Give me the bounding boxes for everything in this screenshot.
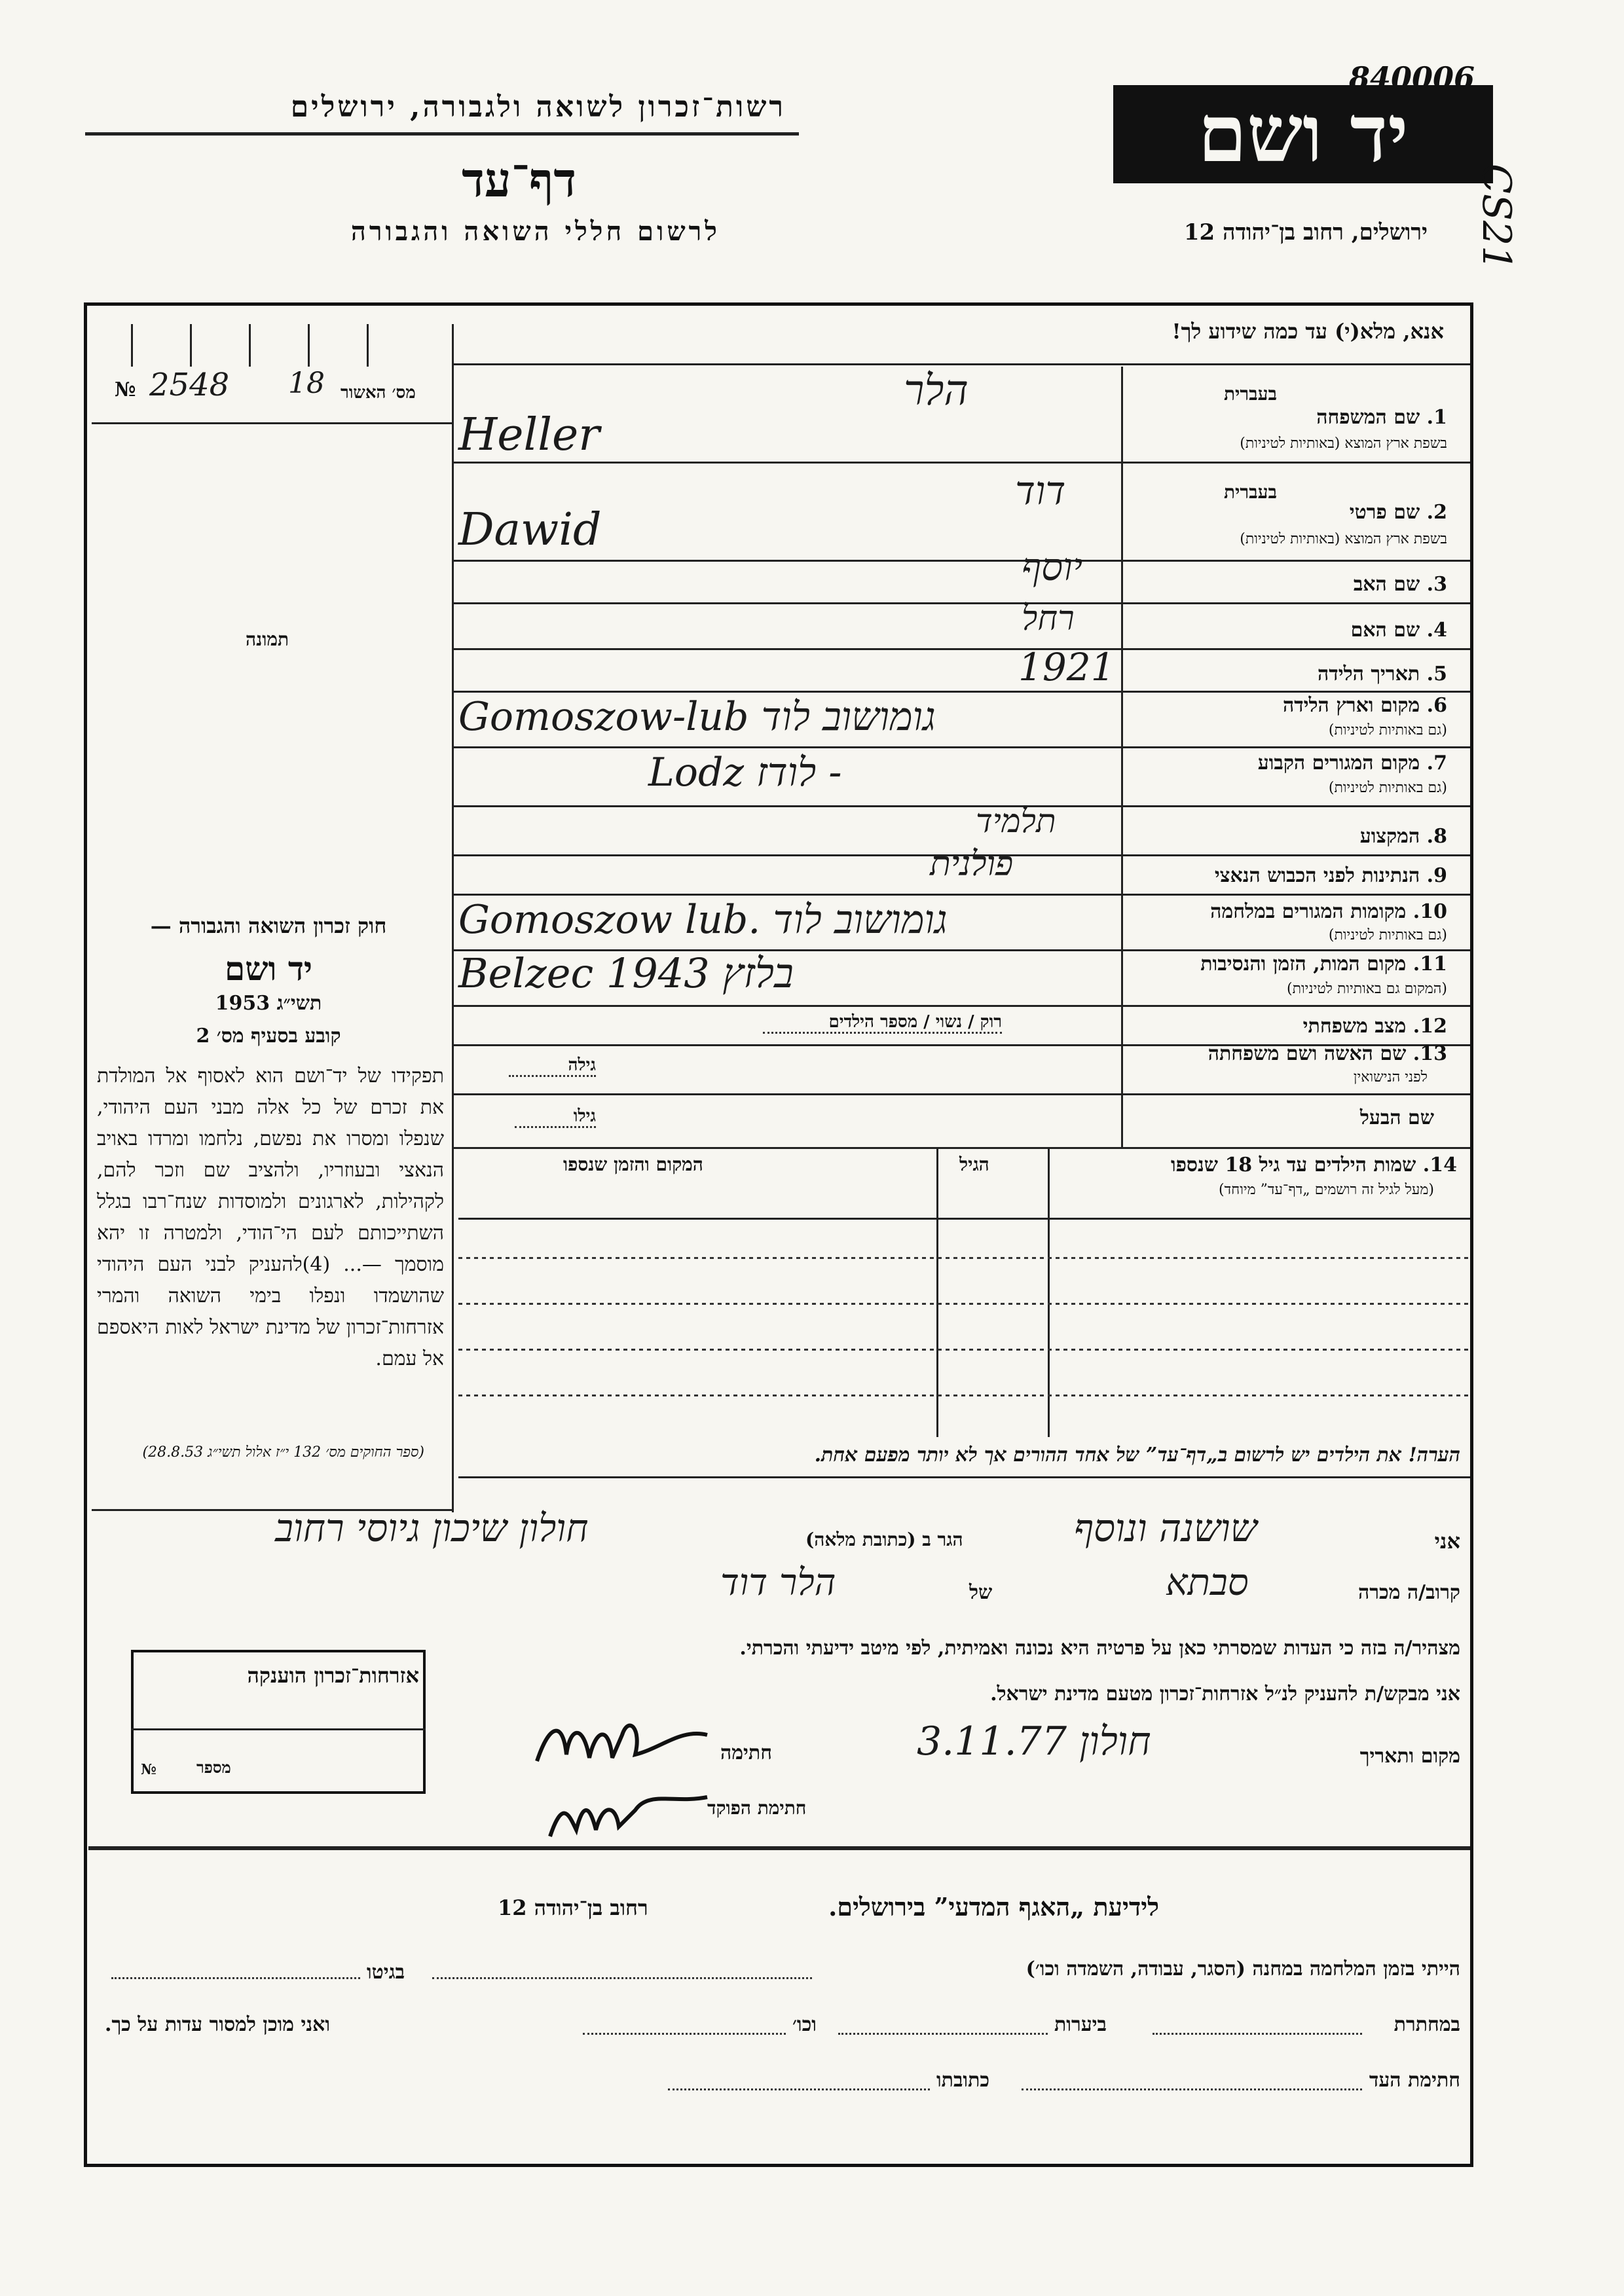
underground-label: במחתרת	[1393, 2013, 1460, 2036]
approval-suffix: 18	[288, 367, 325, 400]
field-13-age-label: גילה	[509, 1055, 596, 1077]
field-12-value: רוק / נשוי / מספר הילדים	[763, 1012, 1002, 1034]
declarant-label: אני	[1434, 1529, 1460, 1554]
children-note: הערה! את הילדים יש לרשום ב„דף־עד” של אחד ההורים אך לא יותר מפעם אחת.	[814, 1444, 1460, 1467]
field-7-num: 7.	[1426, 752, 1447, 774]
field-10-label: מקומות המגורים במלחמה	[1210, 900, 1407, 923]
citizenship-number-label: מספר	[196, 1758, 231, 1777]
field-6-sub: (גם באותיות לטיניות)	[1328, 722, 1447, 738]
field-13-num: 13.	[1412, 1042, 1447, 1065]
field-2-value-he: דוד	[1015, 468, 1066, 514]
field-2-hebrew-tag: בעברית	[1223, 481, 1277, 503]
field-11-sub: (המקום גם באותיות לטיניות)	[1287, 981, 1447, 997]
field-7-value: Lodz לודז -	[648, 750, 842, 795]
of-value: הלר דוד	[720, 1561, 836, 1604]
children-place-header: המקום והזמן שנספו	[563, 1154, 703, 1175]
field-7-sub: (גם באותיות לטיניות)	[1328, 780, 1447, 796]
witness-address-label: כתובתו	[936, 2069, 990, 2092]
place-date-value: חולון 3.11.77	[917, 1719, 1151, 1764]
field-1-label: שם המשפחה	[1316, 406, 1420, 429]
authority-title: רשות־זכרון לשואה ולגבורה, ירושלים	[290, 90, 786, 124]
header-address: ירושלים, רחוב בן־יהודה 12	[1183, 219, 1428, 246]
field-2-label: שם פרטי	[1349, 501, 1420, 524]
etc-label: וכו׳	[792, 2013, 817, 2036]
children-age-header: הגיל	[959, 1154, 989, 1175]
field-12-label: מצב משפחתי	[1302, 1015, 1407, 1038]
field-8-label: המקצוע	[1359, 825, 1420, 848]
field-6-value: Gomoszow-lub גומושוב לוד	[458, 694, 936, 740]
camp-line: הייתי בזמן המלחמה במחנה (הסגר, עבודה, השמדה וכו׳)	[1025, 1958, 1460, 1980]
field-1-value-he: הלר	[904, 367, 969, 415]
declaration-statement: מצהיר/ה בזה כי העדות שמסרתי כאן על פרטיה היא נכונה ואמיתית, לפי מיטב ידיעתי והכרתי.	[739, 1637, 1460, 1660]
field-13-label: שם האשה ושם משפחתה	[1208, 1042, 1407, 1065]
law-source: (ספר החוקים מס׳ 132 י״ז אלול תשי״ג 28.8.53)	[142, 1444, 424, 1461]
yad-vashem-logo: יד ושם	[1113, 85, 1493, 183]
field-5-num: 5.	[1426, 663, 1447, 685]
field-6-num: 6.	[1426, 694, 1447, 717]
field-7-label: מקום המגורים הקבוע	[1257, 752, 1420, 774]
field-8-value: תלמיד	[976, 802, 1056, 840]
field-2-num: 2.	[1426, 501, 1447, 524]
label-column-divider	[1121, 367, 1123, 1149]
left-column-divider	[452, 324, 454, 1512]
field-4-value: רחל	[1022, 599, 1075, 638]
field-1-value-latin: Heller	[458, 409, 600, 461]
approval-prefix: №	[115, 378, 136, 401]
field-5-value: 1921	[1018, 645, 1115, 689]
margin-note: CS21	[1473, 164, 1519, 271]
approval-number: 2548	[149, 367, 230, 403]
of-label: של	[969, 1581, 993, 1604]
field-1-hebrew-tag: בעברית	[1223, 383, 1277, 405]
intro-text: אנא, מלא(י) עד כמה שידוע לך!	[1172, 319, 1444, 344]
header-rule	[85, 132, 799, 136]
field-3-value: יוסף	[1022, 545, 1083, 589]
ghetto-label: בגיטו	[367, 1961, 405, 1984]
relative-value: סבתא	[1166, 1561, 1249, 1604]
field-9-value: פולנית	[930, 845, 1014, 884]
bottom-address: רחוב בן־יהודה 12	[498, 1895, 648, 1920]
field-1-sub: בשפת ארץ המוצא (באותיות לטיניות)	[1240, 435, 1447, 452]
field-8-num: 8.	[1426, 825, 1447, 848]
husband-age-label: גילו	[515, 1106, 596, 1128]
law-name: יד ושם	[225, 949, 312, 988]
field-10-sub: (גם באותיות לטיניות)	[1328, 927, 1447, 943]
bottom-title: לידיעת „האגף המדעי” בירושלים.	[828, 1892, 1159, 1922]
declaration-request: אני מבקש/ת להעניק לנ״ל אזרחות־זכרון מטעם מדינת ישראל.	[990, 1683, 1460, 1705]
field-3-num: 3.	[1426, 573, 1447, 596]
citizenship-title: אזרחות־זכרון הוענקה	[247, 1663, 419, 1688]
resides-value: חולון שיכון גיוסי רחוב	[275, 1506, 589, 1550]
field-9-label: הנתינות לפני הכבוש הנאצי	[1214, 864, 1420, 887]
law-body: תפקידו של יד־ושם הוא לאסוף אל המולדת את זכרם של כל אלה מבני העם היהודי, שנפלו ומסרו את נפשם, נלחמו ומרדו באויב הנאצי ובעוזריו, ולהציב שם וזכר להם, לקהילות, לארגונים ולמוסדות שנח־רבו בגלל השתייכותם לעם הי־הודי, ולמטרה זו יהא מוסמך —... (4)להעניק לבני העם היהודי שהושמדו ונפלו בימי השואה והמרי אזרחות־זכרון של מדינת ישראל לאות היאספם אל עמם.	[97, 1065, 445, 1370]
field-11-num: 11.	[1412, 953, 1447, 975]
form-subtitle: לרשום חללי השואה והגבורה	[350, 216, 720, 247]
field-11-value: Belzec 1943 בלזץ	[458, 949, 794, 997]
field-10-num: 10.	[1412, 900, 1447, 923]
forests-label: ביערות	[1054, 2013, 1107, 2036]
field-14-label: שמות הילדים עד גיל 18 שנספו	[1170, 1154, 1416, 1176]
witness-signature-label: חתימת העד	[1369, 2069, 1460, 2092]
stamp-number: 840006	[1349, 60, 1475, 96]
field-3-label: שם האב	[1353, 573, 1420, 596]
relative-label: קרוב/ה מכרה	[1357, 1581, 1460, 1604]
field-4-num: 4.	[1426, 619, 1447, 642]
field-12-num: 12.	[1412, 1015, 1447, 1038]
officer-label: חתימת הפוקד	[707, 1797, 807, 1819]
field-2-value-latin: Dawid	[458, 504, 602, 556]
declarant-name: שושנה ונוסף	[1074, 1506, 1257, 1550]
place-date-label: מקום ותאריך	[1359, 1745, 1460, 1768]
field-5-label: תאריך הלידה	[1318, 663, 1420, 685]
field-11-label: מקום המות, הזמן והנסיבות	[1200, 953, 1407, 975]
law-year: תשי״ג 1953	[215, 992, 322, 1015]
field-13-sub: לפני הנישואין	[1353, 1069, 1428, 1085]
field-9-num: 9.	[1426, 864, 1447, 887]
field-4-label: שם האם	[1350, 619, 1420, 642]
resides-label: הגר ב (כתובת מלאה)	[805, 1529, 963, 1550]
photo-label: תמונה	[246, 629, 289, 650]
willing-testify: ואני מוכן למסור עדות על כך.	[105, 2013, 331, 2036]
field-10-value: Gomoszow lub. גומושוב לוד	[458, 897, 948, 943]
field-2-sub: בשפת ארץ המוצא (באותיות לטיניות)	[1240, 531, 1447, 547]
approval-label: מס׳ האשור	[341, 383, 416, 403]
field-14-sub: (מעל לגיל זה רושמים „דף־עד” מיוחד)	[1219, 1182, 1434, 1198]
children-col-divider-1	[1048, 1149, 1050, 1437]
children-col-divider-2	[936, 1149, 938, 1437]
declarant-signature	[530, 1709, 714, 1781]
law-title: חוק זכרון השואה והגבורה —	[150, 913, 387, 938]
field-1-num: 1.	[1426, 406, 1447, 429]
officer-signature	[544, 1777, 714, 1843]
field-6-label: מקום וארץ הלידה	[1282, 694, 1420, 717]
field-14-num: 14.	[1422, 1154, 1457, 1176]
law-clause: קובע בסעיף מס׳ 2	[196, 1025, 341, 1048]
signature-label: חתימה	[720, 1741, 772, 1764]
form-title: דף־עד	[462, 152, 576, 208]
citizenship-number-prefix: №	[141, 1761, 157, 1778]
husband-label: שם הבעל	[1359, 1106, 1434, 1129]
